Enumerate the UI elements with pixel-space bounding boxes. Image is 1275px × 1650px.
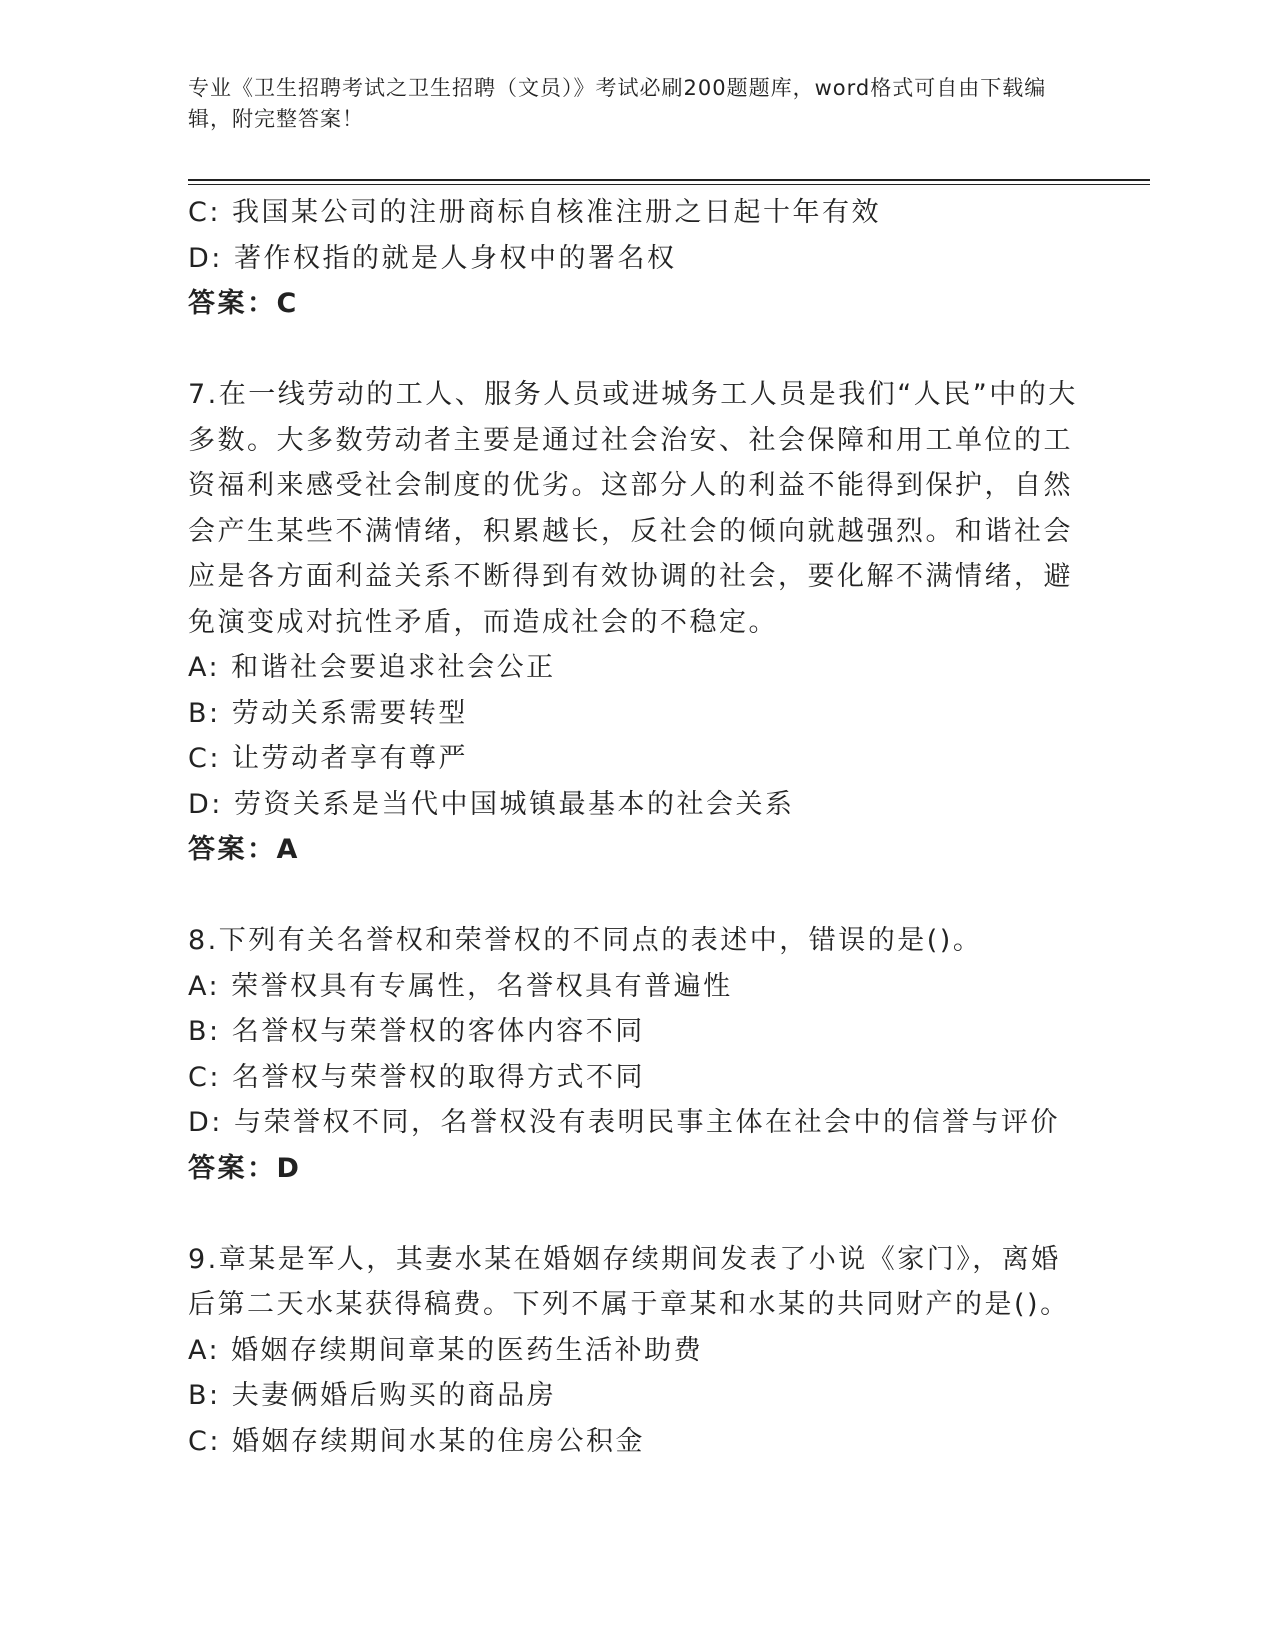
answer-line: 答案：D (188, 1152, 302, 1184)
option-c: C: 让劳动者享有尊严 (188, 743, 469, 774)
option-b: B: 名誉权与荣誉权的客体内容不同 (188, 1016, 645, 1047)
spacer (188, 873, 1078, 919)
document-body (188, 190, 1078, 1464)
answer-line: 答案：A (188, 834, 300, 865)
header-title: 专业《卫生招聘考试之卫生招聘（文员）》考试必刷200题题库，word格式可自由下载编辑，附完整答案！ (188, 76, 1047, 131)
option-d: D: 劳资关系是当代中国城镇最基本的社会关系 (188, 788, 795, 820)
option-a: A: 荣誉权具有专属性，名誉权具有普遍性 (188, 970, 733, 1002)
option-a: A: 和谐社会要追求社会公正 (188, 652, 556, 683)
question-6-tail (188, 190, 1078, 327)
answer-line: 答案：C (188, 288, 299, 319)
option-c: C: 婚姻存续期间水某的住房公积金 (188, 1425, 646, 1457)
option-c: C: 名誉权与荣誉权的取得方式不同 (188, 1061, 646, 1093)
question-stem: 8.下列有关名誉权和荣誉权的不同点的表述中，错误的是()。 (188, 925, 983, 956)
option-d: D: 著作权指的就是人身权中的署名权 (188, 242, 677, 274)
spacer (188, 1191, 1078, 1237)
question-8 (188, 918, 1078, 1191)
header-divider-thin (188, 184, 1150, 185)
question-stem: 7.在一线劳动的工人、服务人员或进城务工人员是我们“人民”中的大多数。大多数劳动者主要是通过社会治安、社会保障和用工单位的工资福利来感受社会制度的优劣。这部分人的利益不能得到保护，自然会产生某些不满情绪，积累越长，反社会的倾向就越强烈。和谐社会应是各方面利益关系不断得到有效协调的社会，要化解不满情绪，避免演变成对抗性矛盾，而造成社会的不稳定。 (188, 379, 1078, 638)
question-9 (188, 1237, 1078, 1465)
option-a: A: 婚姻存续期间章某的医药生活补助费 (188, 1334, 704, 1366)
page-header (188, 73, 1068, 135)
option-d: D: 与荣誉权不同，名誉权没有表明民事主体在社会中的信誉与评价 (188, 1107, 1060, 1138)
option-b: B: 夫妻俩婚后购买的商品房 (188, 1380, 557, 1411)
header-divider (188, 179, 1150, 181)
option-b: B: 劳动关系需要转型 (188, 697, 468, 729)
question-stem: 9.章某是军人，其妻水某在婚姻存续期间发表了小说《家门》，离婚后第二天水某获得稿费。下列不属于章某和水某的共同财产的是()。 (188, 1243, 1070, 1320)
question-7 (188, 372, 1078, 873)
option-c: C: 我国某公司的注册商标自核准注册之日起十年有效 (188, 197, 882, 228)
spacer (188, 327, 1078, 373)
